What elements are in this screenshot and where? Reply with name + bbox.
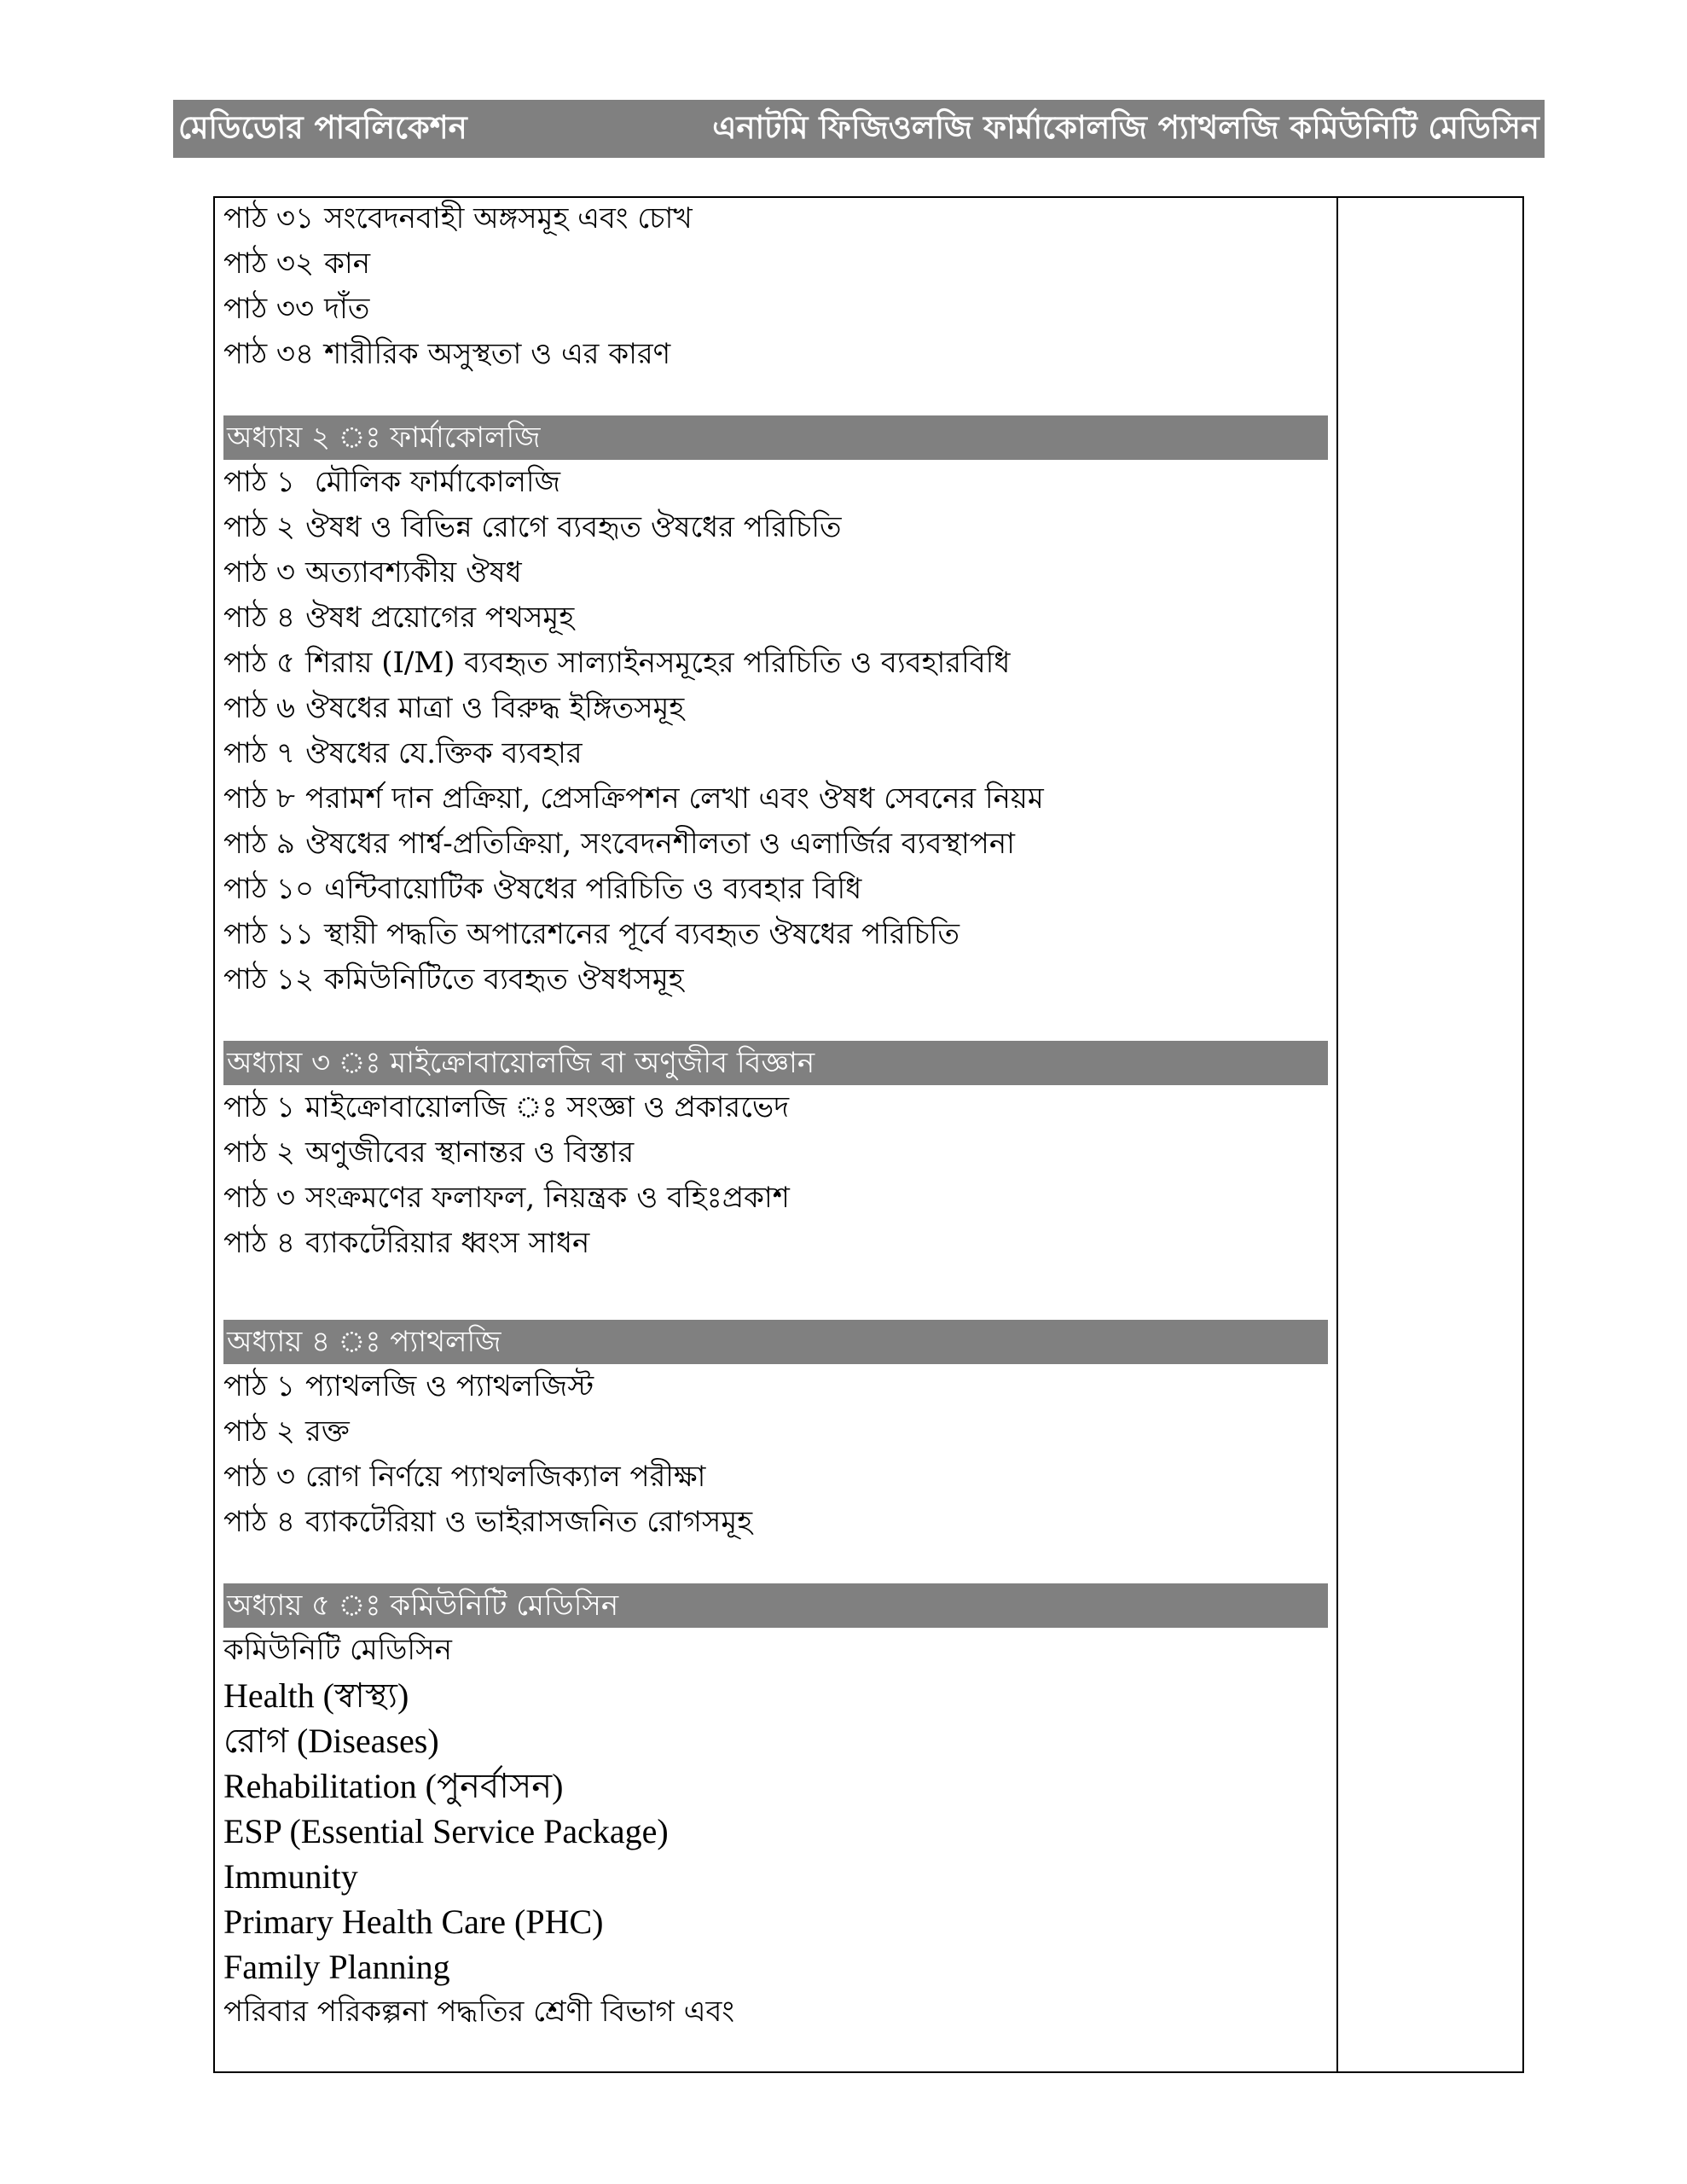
- lesson-number: পাঠ ১: [223, 1369, 295, 1403]
- topic-item: Primary Health Care (PHC): [223, 1902, 604, 1941]
- topic-item: Family Planning: [223, 1948, 450, 1986]
- page-header: [173, 100, 1545, 158]
- lesson-row: [223, 1085, 1328, 1130]
- lesson-number: পাঠ ২: [223, 510, 296, 544]
- chapter-heading: অধ্যায় ৪ ঃ প্যাথলজি: [223, 1320, 1328, 1364]
- lesson-row: [223, 1221, 1328, 1266]
- chapter-4: [223, 1320, 1328, 1545]
- lesson-row: [223, 241, 1328, 287]
- lesson-row: [223, 641, 1328, 686]
- publisher-name: মেডিডোর পাবলিকেশন: [178, 108, 467, 146]
- lesson-row: [223, 1455, 1328, 1500]
- subject-list: এনাটমি ফিজিওলজি ফার্মাকোলজি প্যাথলজি কমিউনিটি মেডিসিন: [712, 108, 1539, 146]
- lesson-title: ঔষধ ও বিভিন্ন রোগে ব্যবহৃত ঔষধের পরিচিতি: [305, 510, 842, 544]
- lesson-title: ঔষধের মাত্রা ও বিরুদ্ধ ইঙ্গিতসমূহ: [305, 691, 685, 725]
- lesson-title: অণুজীবের স্থানান্তর ও বিস্তার: [305, 1136, 635, 1170]
- chapter-3: [223, 1041, 1328, 1266]
- lesson-row: [223, 731, 1328, 776]
- intro-lessons: [223, 196, 1328, 377]
- lesson-number: পাঠ ৪: [223, 1226, 295, 1260]
- lesson-number: পাঠ ১: [223, 465, 295, 499]
- chapter-heading: অধ্যায় ২ ঃ ফার্মাকোলজি: [223, 415, 1328, 460]
- column-divider: [1336, 196, 1338, 2073]
- lesson-title: সংক্রমণের ফলাফল, নিয়ন্ত্রক ও বহিঃপ্রকাশ: [305, 1181, 790, 1215]
- lesson-title: ঔষধের পার্শ্ব-প্রতিক্রিয়া, সংবেদনশীলতা ও এলার্জির ব্যবস্থাপনা: [304, 827, 1016, 861]
- lesson-row: [223, 957, 1328, 1002]
- lesson-title: প্যাথলজি ও প্যাথলজিস্ট: [304, 1369, 594, 1403]
- lesson-number: পাঠ ৩৪: [223, 337, 315, 371]
- lesson-row: [223, 822, 1328, 867]
- lesson-title: কান: [324, 247, 371, 281]
- lesson-row: [223, 1364, 1328, 1409]
- lesson-row: [223, 460, 1328, 505]
- topic-item: রোগ (Diseases): [223, 1722, 439, 1760]
- lesson-number: পাঠ ৫: [223, 646, 295, 680]
- lesson-number: পাঠ ৬: [223, 691, 296, 725]
- lesson-title: পরামর্শ দান প্রক্রিয়া, প্রেসক্রিপশন লেখা এবং ঔষধ সেবনের নিয়ম: [304, 781, 1044, 816]
- lesson-title: এন্টিবায়োটিক ঔষধের পরিচিতি ও ব্যবহার বিধি: [324, 872, 862, 906]
- lesson-title: অত্যাবশ্যকীয় ঔষধ: [305, 555, 522, 590]
- topic-item: কমিউনিটি মেডিসিন: [223, 1633, 452, 1667]
- lesson-row: [223, 776, 1328, 822]
- lesson-number: পাঠ ৮: [223, 781, 295, 816]
- lesson-row: [223, 686, 1328, 731]
- lesson-number: পাঠ ১০: [223, 872, 315, 906]
- lesson-number: পাঠ ২: [223, 1136, 296, 1170]
- lesson-row: [223, 196, 1328, 241]
- lesson-row: [223, 287, 1328, 332]
- chapter-2: [223, 415, 1328, 1002]
- lesson-row: [223, 1409, 1328, 1455]
- lesson-row: [223, 505, 1328, 550]
- lesson-title: মৌলিক ফার্মাকোলজি: [304, 465, 561, 499]
- lesson-title: ঔষধের যে.ক্তিক ব্যবহার: [305, 736, 583, 770]
- lesson-row: [223, 867, 1328, 912]
- chapter-heading: অধ্যায় ৫ ঃ কমিউনিটি মেডিসিন: [223, 1583, 1328, 1628]
- lesson-title: ব্যাকটেরিয়া ও ভাইরাসজনিত রোগসমূহ: [304, 1505, 753, 1539]
- topic-item: Immunity: [223, 1857, 358, 1896]
- chapter-5: [223, 1583, 1328, 2035]
- lesson-title: রক্ত: [305, 1414, 350, 1449]
- lesson-title: কমিউনিটিতে ব্যবহৃত ঔষধসমূহ: [324, 962, 684, 996]
- lesson-number: পাঠ ৯: [223, 827, 295, 861]
- lesson-number: পাঠ ১১: [223, 917, 315, 951]
- lesson-number: পাঠ ৩২: [223, 247, 315, 281]
- lesson-number: পাঠ ৩: [223, 1460, 296, 1494]
- lesson-title: ব্যাকটেরিয়ার ধ্বংস সাধন: [304, 1226, 590, 1260]
- chapter-heading: অধ্যায় ৩ ঃ মাইক্রোবায়োলজি বা অণুজীব বিজ্ঞান: [223, 1041, 1328, 1085]
- lesson-number: পাঠ ৩: [223, 555, 296, 590]
- lesson-number: পাঠ ২: [223, 1414, 296, 1449]
- lesson-number: পাঠ ১২: [223, 962, 315, 996]
- topic-item: Health (স্বাস্থ্য): [223, 1676, 409, 1715]
- lesson-row: [223, 1130, 1328, 1176]
- lesson-row: [223, 595, 1328, 641]
- lesson-number: পাঠ ৪: [223, 1505, 295, 1539]
- lesson-number: পাঠ ৪: [223, 601, 295, 635]
- lesson-row: [223, 332, 1328, 377]
- lesson-title: রোগ নির্ণয়ে প্যাথলজিক্যাল পরীক্ষা: [305, 1460, 706, 1494]
- lesson-row: [223, 912, 1328, 957]
- lesson-title: শারীরিক অসুস্থতা ও এর কারণ: [324, 337, 671, 371]
- lesson-number: পাঠ ৩৩: [223, 292, 315, 326]
- lesson-title: স্থায়ী পদ্ধতি অপারেশনের পূর্বে ব্যবহৃত ঔষধের পরিচিতি: [324, 917, 959, 951]
- lesson-row: [223, 1500, 1328, 1545]
- topic-item: পরিবার পরিকল্পনা পদ্ধতির শ্রেণী বিভাগ এবং: [223, 1995, 735, 2029]
- lesson-number: পাঠ ৩: [223, 1181, 296, 1215]
- lesson-number: পাঠ ৩১: [223, 201, 315, 235]
- topic-item: ESP (Essential Service Package): [223, 1812, 669, 1850]
- lesson-title: শিরায় (I/M) ব্যবহৃত সাল্যাইনসমূহের পরিচিতি ও ব্যবহারবিধি: [304, 646, 1011, 680]
- lesson-row: [223, 1176, 1328, 1221]
- topic-item: Rehabilitation (পুনর্বাসন): [223, 1767, 564, 1805]
- lesson-number: পাঠ ১: [223, 1090, 295, 1124]
- lesson-title: মাইক্রোবায়োলজি ঃ সংজ্ঞা ও প্রকারভেদ: [304, 1090, 790, 1124]
- lesson-title: দাঁত: [324, 292, 370, 326]
- lesson-title: ঔষধ প্রয়োগের পথসমূহ: [304, 601, 575, 635]
- lesson-number: পাঠ ৭: [223, 736, 296, 770]
- syllabus-content: [223, 196, 1328, 2035]
- lesson-row: [223, 550, 1328, 595]
- lesson-title: সংবেদনবাহী অঙ্গসমূহ এবং চোখ: [324, 201, 693, 235]
